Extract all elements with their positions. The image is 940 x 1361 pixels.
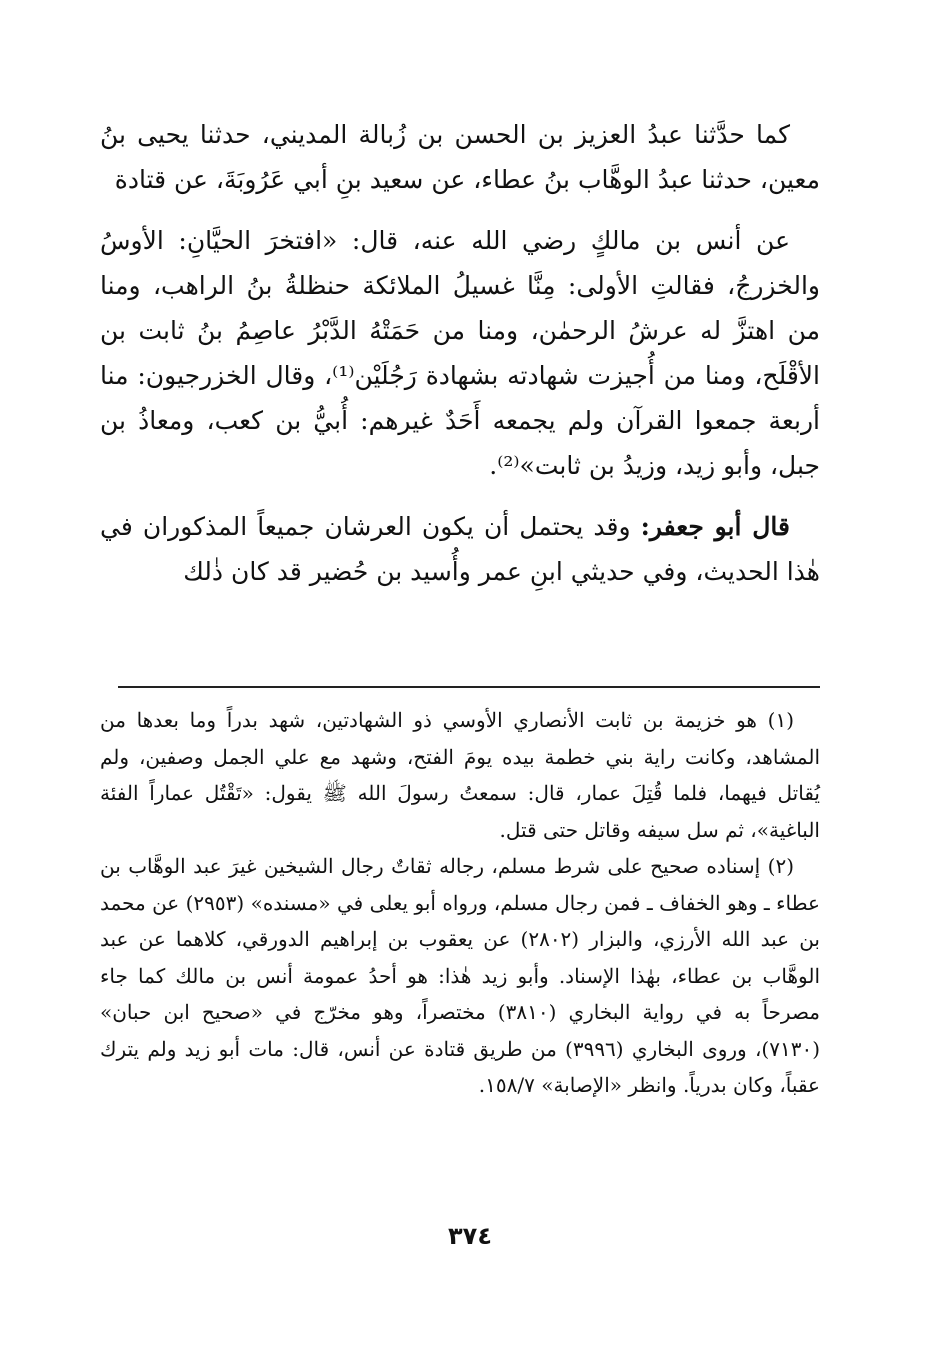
commentary-lead: قال أبو جعفر: xyxy=(640,512,790,541)
footnote-2: (٢) إسناده صحيح على شرط مسلم، رجاله ثقاتٌ رجال الشيخين غيرَ عبد الوهَّاب بن عطاء ـ وهو الخفاف ـ فمن رجال مسلم، ورواه أبو يعلى في «مسنده» (٢٩٥٣) عن محمد بن عبد الله الأرزي، والبزار (٢٨٠٢) عن يعقوب بن إبراهيم الدورقي، كلاهما عن عبد الوهَّاب بن عطاء، بهٰذا الإسناد. وأبو زيد هٰذا: هو أحدُ عمومة أنس بن مالك كما جاء مصرحاً به في رواية البخاري (٣٨١٠) مختصراً، وهو مخرّج في «صحيح ابن حبان» (٧١٣٠)، وروى البخاري (٣٩٩٦) من طريق قتادة عن أنس، قال: مات أبو زيد ولم يترك عقباً، وكان بدرياً. وانظر «الإصابة» ١٥٨/٧. xyxy=(100,854,820,1097)
page-number: ٣٧٤ xyxy=(448,1222,492,1250)
hadith-paragraph: عن أنس بن مالكٍ رضي الله عنه، قال: «افتخرَ الحيَّانِ: الأوسُ والخزرجُ، فقالتِ الأولى: مِنَّا غسيلُ الملائكة حنظلةُ بنُ الراهب، ومنا من اهتزَّ له عرشُ الرحمٰن، ومنا من حَمَتْهُ الدَّبْرُ عاصِمُ بنُ ثابت بن الأقْلَح، ومنا من أُجيزت شهادته بشهادة رَجُلَيْن⁽¹⁾، وقال الخزرجيون: منا أربعة جمعوا القرآن ولم يجمعه أَحَدٌ غيرهم: أُبيُّ بن كعب، ومعاذُ بن جبل، وأبو زيد، وزيدُ بن ثابت»⁽²⁾. xyxy=(100,226,820,480)
footnote-1: (١) هو خزيمة بن ثابت الأنصاري الأوسي ذو الشهادتين، شهد بدراً وما بعدها من المشاهد، وكانت راية بني خطمة بيده يومَ الفتح، وشهد مع علي الجمل وصفين، ولم يُقاتل فيهما، فلما قُتِلَ عمار، قال: سمعتُ رسولَ الله ﷺ يقول: «تَقْتُل عماراً الفئة الباغية»، ثم سل سيفه وقاتل حتى قتل. xyxy=(100,708,820,842)
main-text xyxy=(100,112,820,594)
commentary-text: وقد يحتمل أن يكون العرشان جميعاً المذكوران في هٰذا الحديث، وفي حديثي ابنِ عمر وأُسيد بن حُضير قد كان ذٰلك xyxy=(100,512,820,586)
isnad-paragraph: كما حدَّثنا عبدُ العزيز بن الحسن بن زُبالة المديني، حدثنا يحيى بنُ معين، حدثنا عبدُ الوهَّاب بنُ عطاء، عن سعيد بنِ أبي عَرُوبَةَ، عن قتادة xyxy=(100,120,820,194)
commentary-paragraph xyxy=(100,504,820,594)
footnotes xyxy=(100,702,820,1104)
footnote-divider xyxy=(118,686,820,688)
